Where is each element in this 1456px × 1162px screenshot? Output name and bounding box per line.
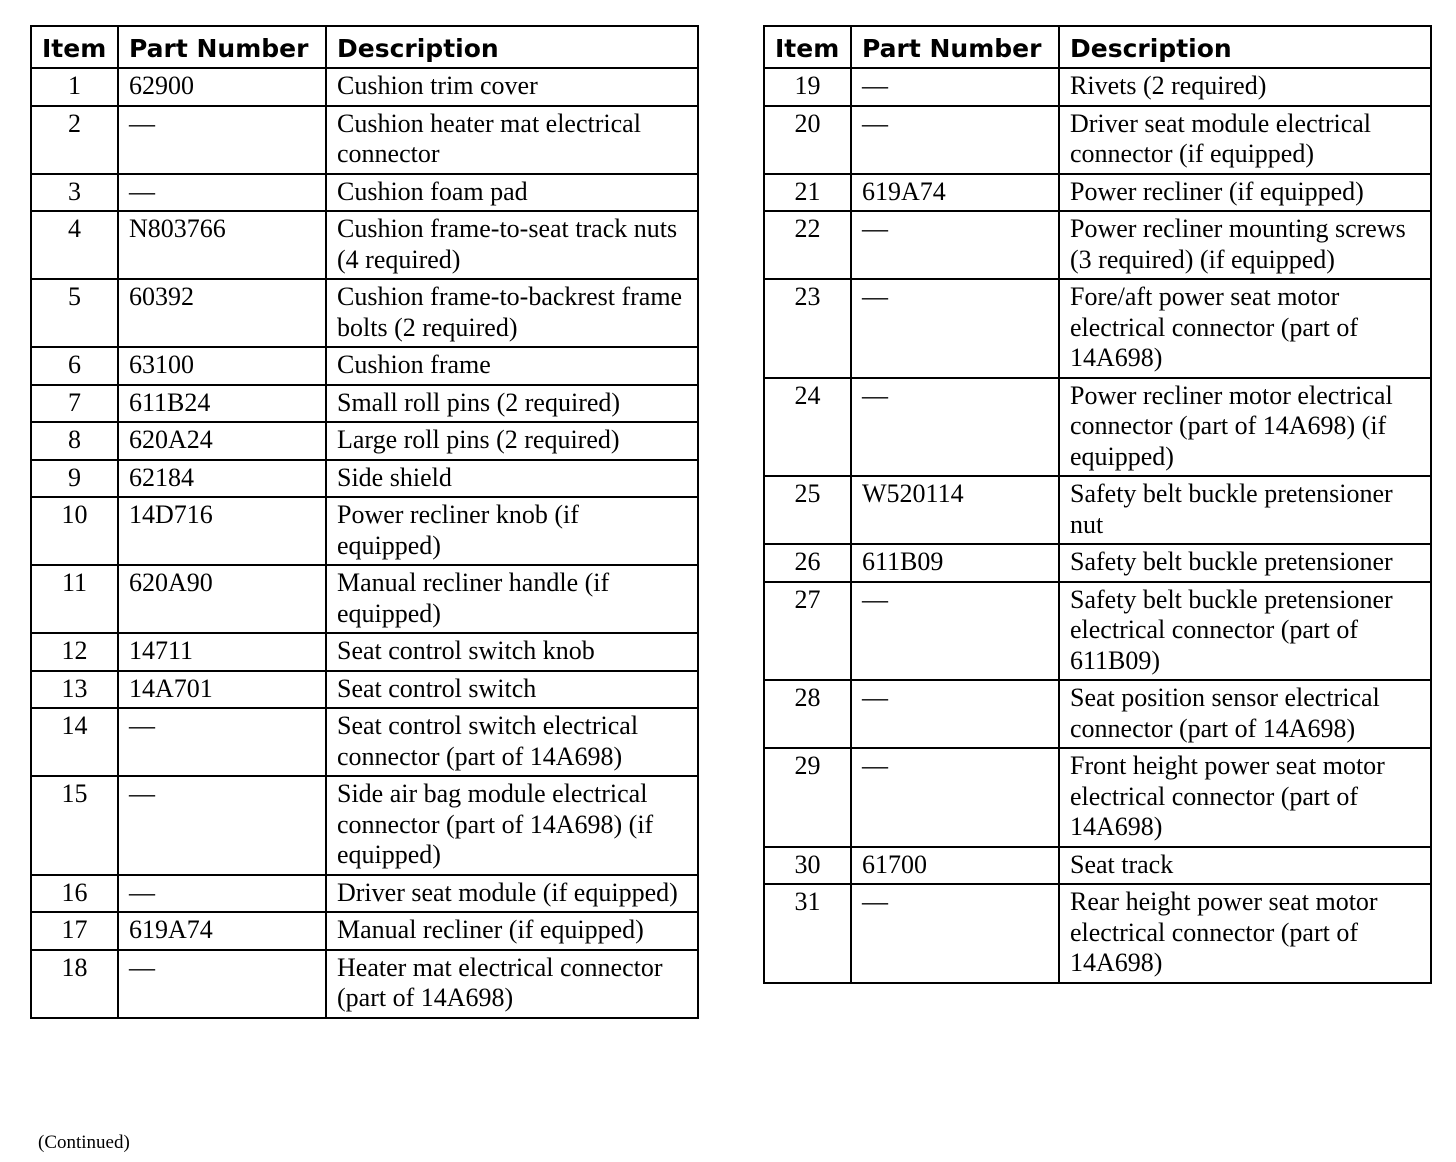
column-header-description: Description (326, 26, 698, 68)
item-number-cell: 7 (31, 385, 118, 423)
description-cell: Rear height power seat motor electrical connector (part of 14A698) (1059, 884, 1431, 983)
part-number-cell: 61700 (851, 847, 1059, 885)
column-header-part-number: Part Number (851, 26, 1059, 68)
description-cell: Seat control switch knob (326, 633, 698, 671)
item-number-cell: 9 (31, 460, 118, 498)
table-row (31, 633, 698, 671)
description-cell: Safety belt buckle pretensioner (1059, 544, 1431, 582)
description-cell: Small roll pins (2 required) (326, 385, 698, 423)
description-cell: Seat track (1059, 847, 1431, 885)
item-number-cell: 23 (764, 279, 851, 378)
part-number-cell: — (851, 68, 1059, 106)
table-row (764, 847, 1431, 885)
description-cell: Side shield (326, 460, 698, 498)
description-cell: Safety belt buckle pretensioner nut (1059, 476, 1431, 544)
description-cell: Cushion frame (326, 347, 698, 385)
table-row (31, 708, 698, 776)
part-number-cell: 611B09 (851, 544, 1059, 582)
item-number-cell: 20 (764, 106, 851, 174)
table-row (31, 875, 698, 913)
description-cell: Seat position sensor electrical connector (part of 14A698) (1059, 680, 1431, 748)
item-number-cell: 30 (764, 847, 851, 885)
item-number-cell: 15 (31, 776, 118, 875)
description-cell: Power recliner motor electrical connector (part of 14A698) (if equipped) (1059, 378, 1431, 477)
description-cell: Cushion trim cover (326, 68, 698, 106)
description-cell: Heater mat electrical connector (part of 14A698) (326, 950, 698, 1018)
part-number-cell: — (118, 174, 326, 212)
description-cell: Seat control switch electrical connector (part of 14A698) (326, 708, 698, 776)
description-cell: Fore/aft power seat motor electrical connector (part of 14A698) (1059, 279, 1431, 378)
part-number-cell: 14D716 (118, 497, 326, 565)
item-number-cell: 18 (31, 950, 118, 1018)
column-header-item: Item (31, 26, 118, 68)
item-number-cell: 17 (31, 912, 118, 950)
part-number-cell: 14711 (118, 633, 326, 671)
part-number-cell: 62184 (118, 460, 326, 498)
item-number-cell: 1 (31, 68, 118, 106)
description-cell: Cushion frame-to-backrest frame bolts (2 required) (326, 279, 698, 347)
description-cell: Driver seat module electrical connector (if equipped) (1059, 106, 1431, 174)
table-row (31, 950, 698, 1018)
item-number-cell: 12 (31, 633, 118, 671)
item-number-cell: 8 (31, 422, 118, 460)
part-number-cell: — (851, 582, 1059, 681)
part-number-cell: 619A74 (118, 912, 326, 950)
item-number-cell: 21 (764, 174, 851, 212)
table-row (31, 211, 698, 279)
part-number-cell: 62900 (118, 68, 326, 106)
table-row (764, 68, 1431, 106)
description-cell: Manual recliner handle (if equipped) (326, 565, 698, 633)
description-cell: Cushion foam pad (326, 174, 698, 212)
part-number-cell: — (118, 106, 326, 174)
description-cell: Cushion frame-to-seat track nuts (4 required) (326, 211, 698, 279)
item-number-cell: 4 (31, 211, 118, 279)
part-number-cell: — (851, 211, 1059, 279)
description-cell: Large roll pins (2 required) (326, 422, 698, 460)
part-number-cell: — (851, 106, 1059, 174)
description-cell: Seat control switch (326, 671, 698, 709)
item-number-cell: 25 (764, 476, 851, 544)
table-row (764, 680, 1431, 748)
description-cell: Manual recliner (if equipped) (326, 912, 698, 950)
description-cell: Cushion heater mat electrical connector (326, 106, 698, 174)
description-cell: Power recliner knob (if equipped) (326, 497, 698, 565)
item-number-cell: 24 (764, 378, 851, 477)
table-row (31, 279, 698, 347)
item-number-cell: 3 (31, 174, 118, 212)
description-cell: Side air bag module electrical connector (part of 14A698) (if equipped) (326, 776, 698, 875)
parts-table-right (763, 25, 1432, 984)
item-number-cell: 22 (764, 211, 851, 279)
table-header-row (31, 26, 698, 68)
continued-note: (Continued) (38, 1132, 130, 1153)
description-cell: Power recliner mounting screws (3 required) (if equipped) (1059, 211, 1431, 279)
table-row (31, 460, 698, 498)
part-number-cell: — (851, 748, 1059, 847)
item-number-cell: 2 (31, 106, 118, 174)
table-row (31, 776, 698, 875)
table-row (764, 544, 1431, 582)
table-row (31, 106, 698, 174)
part-number-cell: 611B24 (118, 385, 326, 423)
table-row (31, 385, 698, 423)
part-number-cell: 620A90 (118, 565, 326, 633)
table-row (764, 211, 1431, 279)
item-number-cell: 13 (31, 671, 118, 709)
part-number-cell: 620A24 (118, 422, 326, 460)
part-number-cell: N803766 (118, 211, 326, 279)
item-number-cell: 10 (31, 497, 118, 565)
description-cell: Power recliner (if equipped) (1059, 174, 1431, 212)
table-row (31, 671, 698, 709)
part-number-cell: — (851, 279, 1059, 378)
table-row (31, 422, 698, 460)
part-number-cell: 14A701 (118, 671, 326, 709)
table-row (31, 912, 698, 950)
item-number-cell: 6 (31, 347, 118, 385)
table-row (31, 565, 698, 633)
table-row (31, 174, 698, 212)
table-row (764, 174, 1431, 212)
part-number-cell: 619A74 (851, 174, 1059, 212)
part-number-cell: 63100 (118, 347, 326, 385)
part-number-cell: — (851, 378, 1059, 477)
parts-table-left (30, 25, 699, 1019)
description-cell: Front height power seat motor electrical connector (part of 14A698) (1059, 748, 1431, 847)
description-cell: Rivets (2 required) (1059, 68, 1431, 106)
table-row (764, 884, 1431, 983)
table-header-row (764, 26, 1431, 68)
part-number-cell: W520114 (851, 476, 1059, 544)
item-number-cell: 16 (31, 875, 118, 913)
part-number-cell: 60392 (118, 279, 326, 347)
table-row (764, 106, 1431, 174)
table-row (764, 378, 1431, 477)
part-number-cell: — (118, 708, 326, 776)
part-number-cell: — (851, 680, 1059, 748)
item-number-cell: 19 (764, 68, 851, 106)
item-number-cell: 27 (764, 582, 851, 681)
description-cell: Driver seat module (if equipped) (326, 875, 698, 913)
item-number-cell: 5 (31, 279, 118, 347)
part-number-cell: — (118, 875, 326, 913)
column-header-part-number: Part Number (118, 26, 326, 68)
item-number-cell: 14 (31, 708, 118, 776)
table-row (31, 68, 698, 106)
parts-table-left-body (31, 68, 698, 1018)
item-number-cell: 26 (764, 544, 851, 582)
table-row (31, 347, 698, 385)
part-number-cell: — (118, 950, 326, 1018)
table-row (764, 748, 1431, 847)
column-header-item: Item (764, 26, 851, 68)
item-number-cell: 29 (764, 748, 851, 847)
description-cell: Safety belt buckle pretensioner electrical connector (part of 611B09) (1059, 582, 1431, 681)
item-number-cell: 11 (31, 565, 118, 633)
item-number-cell: 31 (764, 884, 851, 983)
table-row (31, 497, 698, 565)
table-row (764, 476, 1431, 544)
item-number-cell: 28 (764, 680, 851, 748)
part-number-cell: — (851, 884, 1059, 983)
table-row (764, 279, 1431, 378)
part-number-cell: — (118, 776, 326, 875)
column-header-description: Description (1059, 26, 1431, 68)
table-row (764, 582, 1431, 681)
parts-table-right-body (764, 68, 1431, 983)
